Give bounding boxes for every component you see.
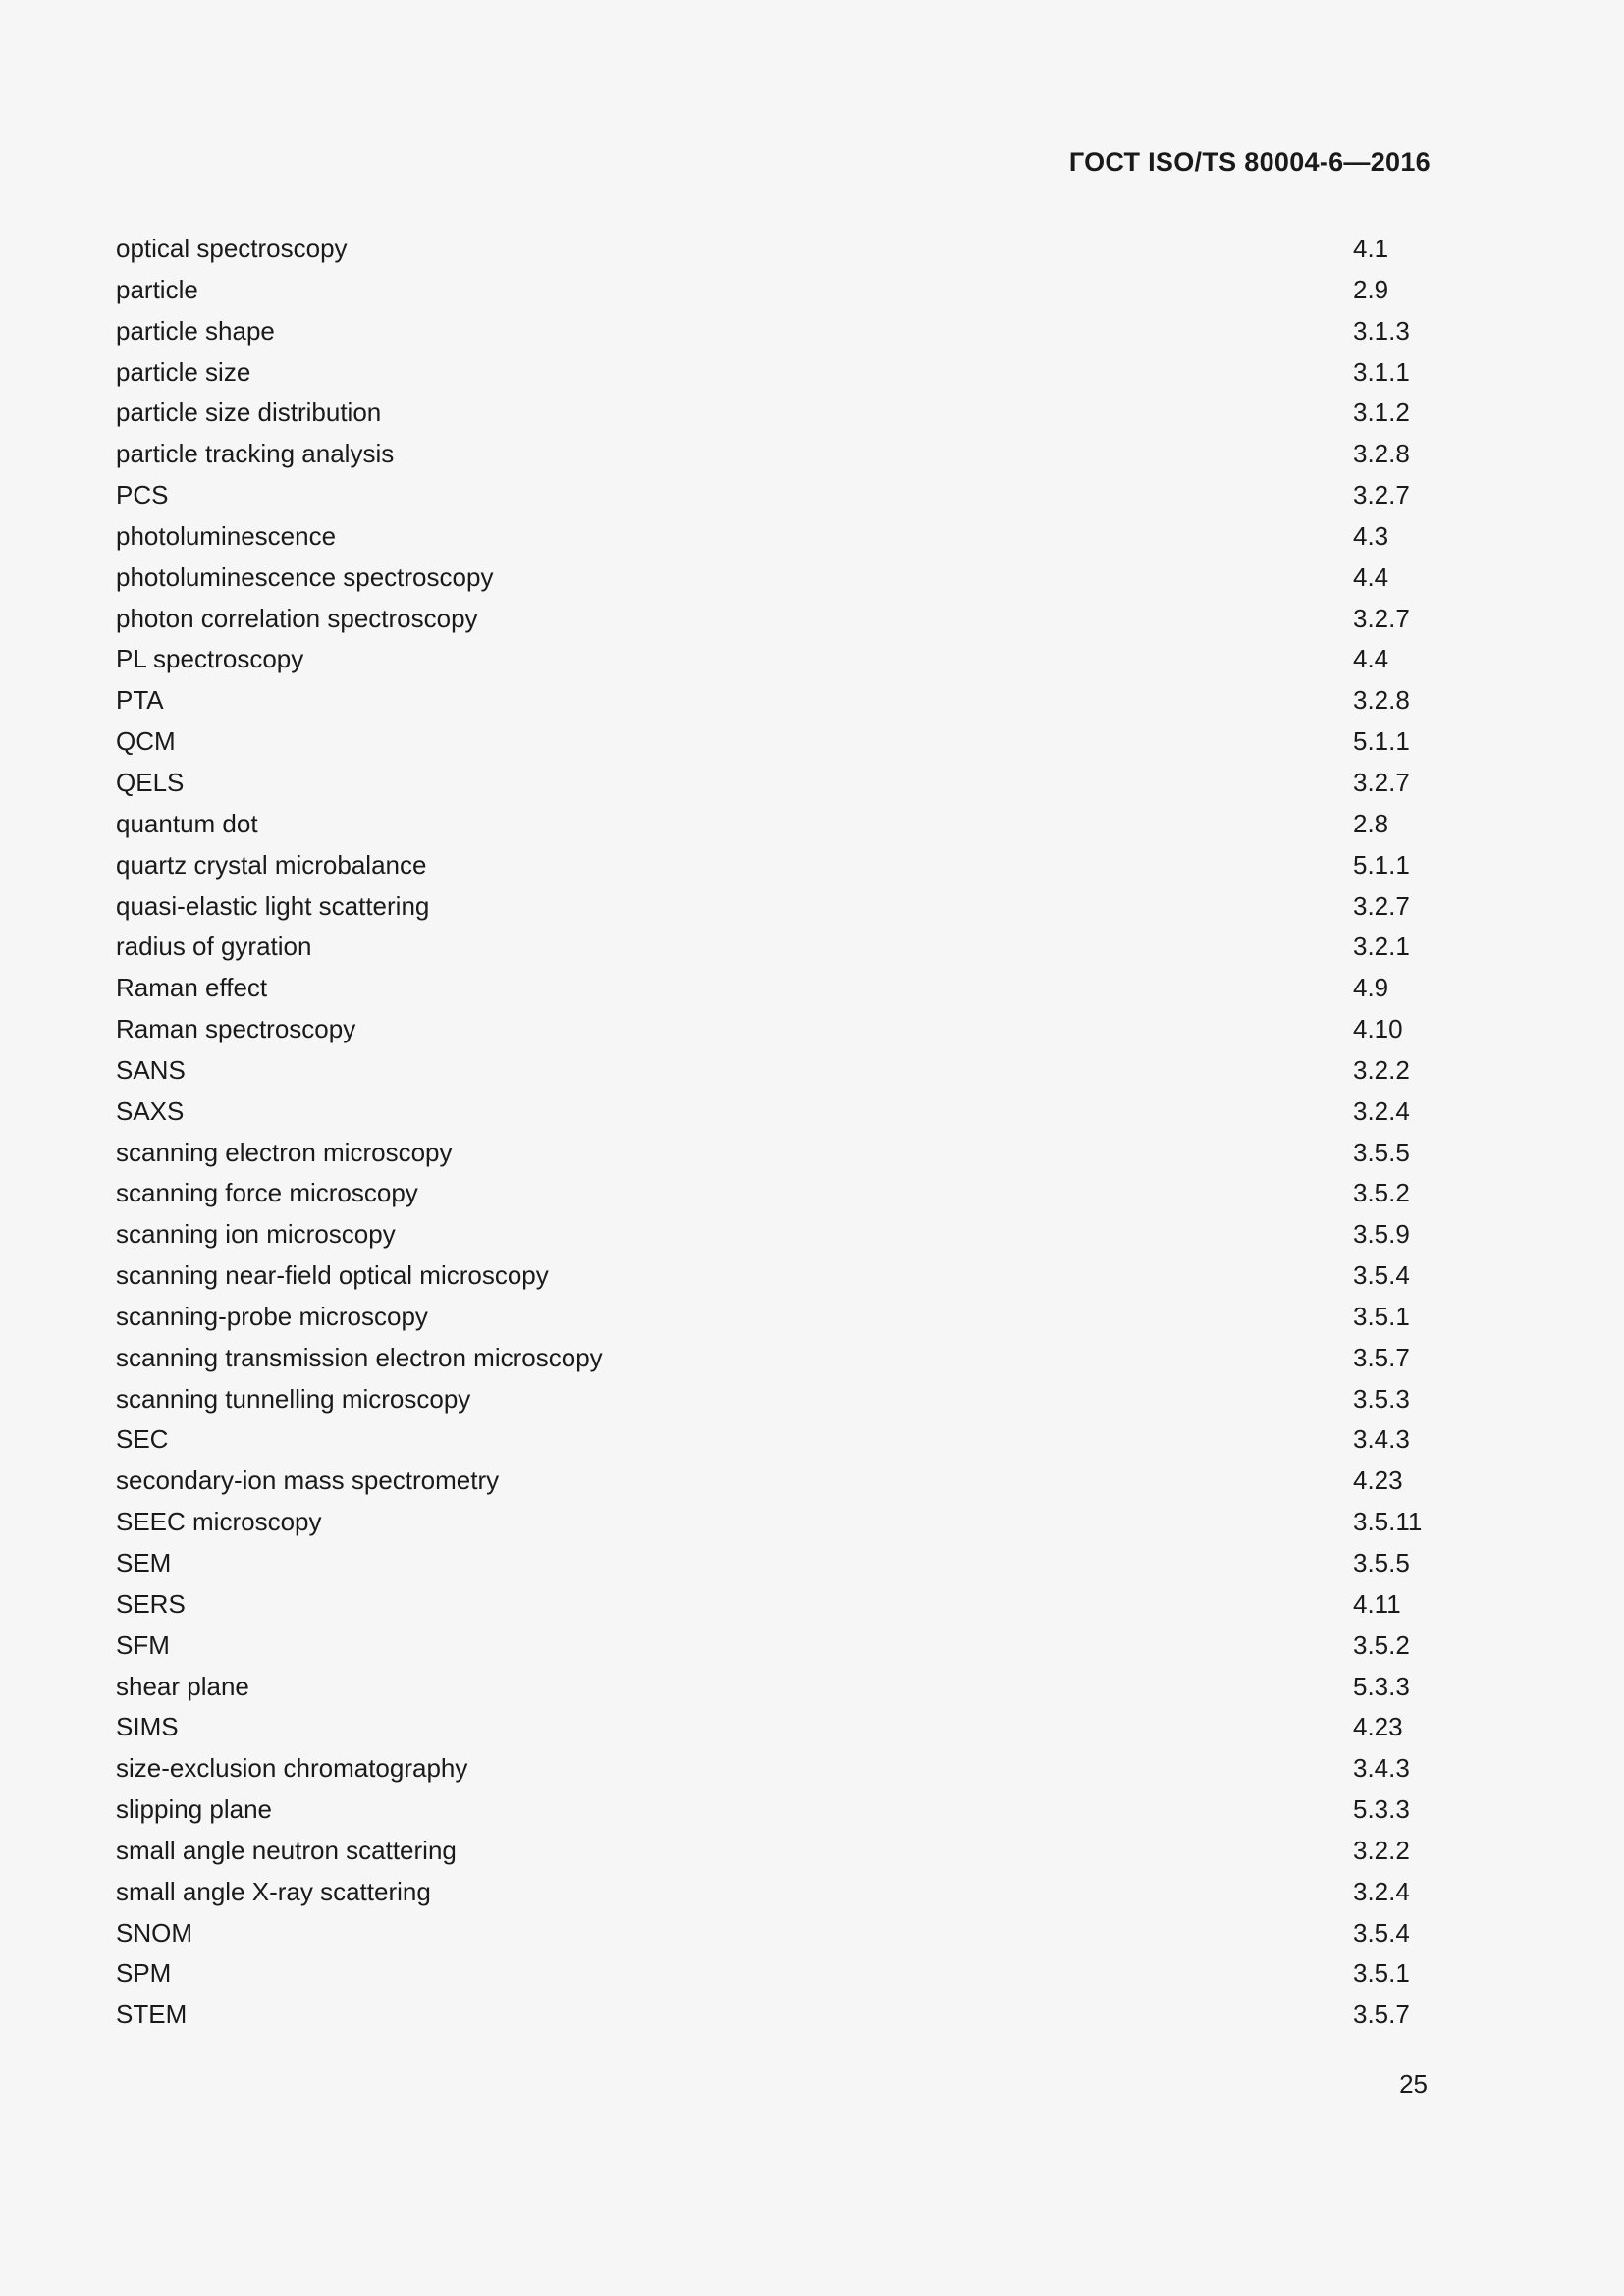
index-reference-number: 4.11 [1353,1588,1401,1619]
index-term: quartz crystal microbalance [116,849,427,880]
index-reference-number: 4.1 [1353,234,1389,263]
index-reference-number: 2.8 [1353,808,1389,838]
index-entry-row [116,1338,1432,1379]
index-term: photon correlation spectroscopy [116,603,478,633]
index-entry-row [116,721,1432,763]
index-term: Raman effect [116,973,268,1003]
index-term: quasi-elastic light scattering [116,890,430,921]
index-reference-number: 4.4 [1353,561,1389,592]
index-reference-number: 3.2.4 [1353,1876,1410,1906]
index-entry-row [116,763,1432,804]
index-term: particle [116,274,198,304]
index-reference-number: 3.5.4 [1353,1917,1410,1948]
page-number: 25 [1399,2069,1428,2099]
index-entry-row [116,1379,1432,1420]
index-term: small angle X-ray scattering [116,1876,431,1906]
index-term: particle tracking analysis [116,439,395,469]
index-reference-number: 3.5.2 [1353,1629,1410,1660]
index-entry-row [116,804,1432,845]
index-term: scanning-probe microscopy [116,1301,428,1331]
index-term: scanning force microscopy [116,1178,418,1208]
index-entry-row [116,639,1432,680]
index-entry-row [116,1214,1432,1255]
index-reference-number: 3.5.5 [1353,1137,1410,1167]
index-term: SANS [116,1054,186,1085]
index-reference-number: 3.2.8 [1353,685,1410,716]
index-entry-row [116,311,1432,352]
index-term: photoluminescence spectroscopy [116,561,494,592]
alphabetical-index-list [116,229,1432,2036]
index-term: scanning transmission electron microscopy [116,1342,603,1372]
index-entry-row [116,1092,1432,1133]
index-entry-row [116,1050,1432,1092]
index-entry-row [116,1419,1432,1461]
index-entry-row [116,927,1432,968]
index-reference-number: 3.5.9 [1353,1219,1410,1250]
index-term: scanning near-field optical microscopy [116,1260,549,1291]
index-reference-number: 3.5.2 [1353,1178,1410,1208]
index-reference-number: 3.1.2 [1353,398,1410,428]
index-entry-row [116,516,1432,558]
index-reference-number: 3.5.7 [1353,2000,1410,2030]
index-term: SEEC microscopy [116,1507,322,1537]
index-reference-number: 5.1.1 [1353,726,1410,757]
index-term: QELS [116,767,185,797]
index-reference-number: 4.3 [1353,520,1389,551]
index-reference-number: 4.23 [1353,1466,1403,1496]
index-reference-number: 5.3.3 [1353,1671,1410,1701]
index-entry-row [116,1995,1432,2036]
index-reference-number: 3.4.3 [1353,1753,1410,1784]
index-term: small angle neutron scattering [116,1835,457,1865]
index-entry-row [116,1913,1432,1954]
index-entry-row [116,1831,1432,1872]
index-term: shear plane [116,1671,249,1701]
index-term: SPM [116,1958,172,1989]
index-entry-row [116,845,1432,886]
page-header-standard-code: ГОСТ ISO/TS 80004-6—2016 [1068,147,1431,177]
index-term: SEC [116,1424,169,1455]
index-reference-number: 3.2.7 [1353,890,1410,921]
index-reference-number: 4.10 [1353,1014,1403,1044]
index-entry-row [116,1297,1432,1338]
index-entry-row [116,1707,1432,1748]
index-reference-number: 5.3.3 [1353,1794,1410,1825]
index-reference-number: 3.2.8 [1353,439,1410,469]
index-term: PTA [116,685,164,716]
index-entry-row [116,1543,1432,1584]
index-reference-number: 3.5.5 [1353,1548,1410,1577]
index-term: particle size distribution [116,398,382,428]
index-entry-row [116,1626,1432,1667]
index-entry-row [116,352,1432,394]
index-term: particle size [116,356,251,387]
index-entry-row [116,1502,1432,1543]
index-entry-row [116,680,1432,721]
index-term: particle shape [116,315,275,346]
index-entry-row [116,1461,1432,1502]
index-reference-number: 4.23 [1353,1712,1403,1742]
index-reference-number: 3.2.7 [1353,767,1410,797]
index-entry-row [116,434,1432,475]
index-reference-number: 3.5.7 [1353,1342,1410,1372]
index-reference-number: 3.2.7 [1353,480,1410,510]
index-reference-number: 3.5.1 [1353,1958,1410,1989]
index-term: STEM [116,2000,188,2030]
index-reference-number: 5.1.1 [1353,849,1410,880]
index-term: slipping plane [116,1794,273,1825]
index-entry-row [116,393,1432,434]
index-reference-number: 3.5.1 [1353,1301,1410,1331]
index-term: photoluminescence [116,520,337,551]
index-term: radius of gyration [116,932,312,962]
index-entry-row [116,1584,1432,1626]
index-entry-row [116,1173,1432,1214]
index-reference-number: 3.1.3 [1353,315,1410,346]
index-reference-number: 3.2.4 [1353,1095,1410,1126]
index-term: scanning ion microscopy [116,1219,396,1250]
index-term: SIMS [116,1712,179,1742]
index-term: SNOM [116,1917,192,1948]
index-entry-row [116,1133,1432,1174]
index-entry-row [116,558,1432,599]
index-term: SERS [116,1588,186,1619]
index-entry-row [116,1667,1432,1708]
index-term: quantum dot [116,808,258,838]
index-reference-number: 3.5.11 [1353,1507,1423,1537]
index-reference-number: 3.5.3 [1353,1383,1410,1414]
index-entry-row [116,1789,1432,1831]
index-reference-number: 3.1.1 [1353,356,1410,387]
index-reference-number: 4.4 [1353,644,1389,674]
index-term: QCM [116,726,176,757]
index-term: PCS [116,480,169,510]
index-term: Raman spectroscopy [116,1014,356,1044]
index-reference-number: 3.2.1 [1353,932,1410,962]
index-term: SFM [116,1629,170,1660]
index-term: PL spectroscopy [116,644,304,674]
index-term: scanning electron microscopy [116,1137,453,1167]
index-entry-row [116,599,1432,640]
index-reference-number: 2.9 [1353,274,1389,304]
index-entry-row [116,886,1432,928]
index-entry-row [116,1748,1432,1789]
index-term: optical spectroscopy [116,234,348,263]
index-reference-number: 4.9 [1353,973,1389,1003]
index-reference-number: 3.2.7 [1353,603,1410,633]
index-entry-row [116,968,1432,1009]
index-reference-number: 3.2.2 [1353,1054,1410,1085]
index-term: size-exclusion chromatography [116,1753,468,1784]
index-entry-row [116,229,1432,270]
index-entry-row [116,1255,1432,1297]
index-term: scanning tunnelling microscopy [116,1383,471,1414]
index-term: SEM [116,1548,172,1577]
index-entry-row [116,1953,1432,1995]
index-reference-number: 3.4.3 [1353,1424,1410,1455]
index-entry-row [116,1009,1432,1050]
index-entry-row [116,475,1432,516]
index-entry-row [116,1872,1432,1913]
index-reference-number: 3.5.4 [1353,1260,1410,1291]
index-term: secondary-ion mass spectrometry [116,1466,500,1496]
index-term: SAXS [116,1095,185,1126]
index-reference-number: 3.2.2 [1353,1835,1410,1865]
index-entry-row [116,270,1432,311]
